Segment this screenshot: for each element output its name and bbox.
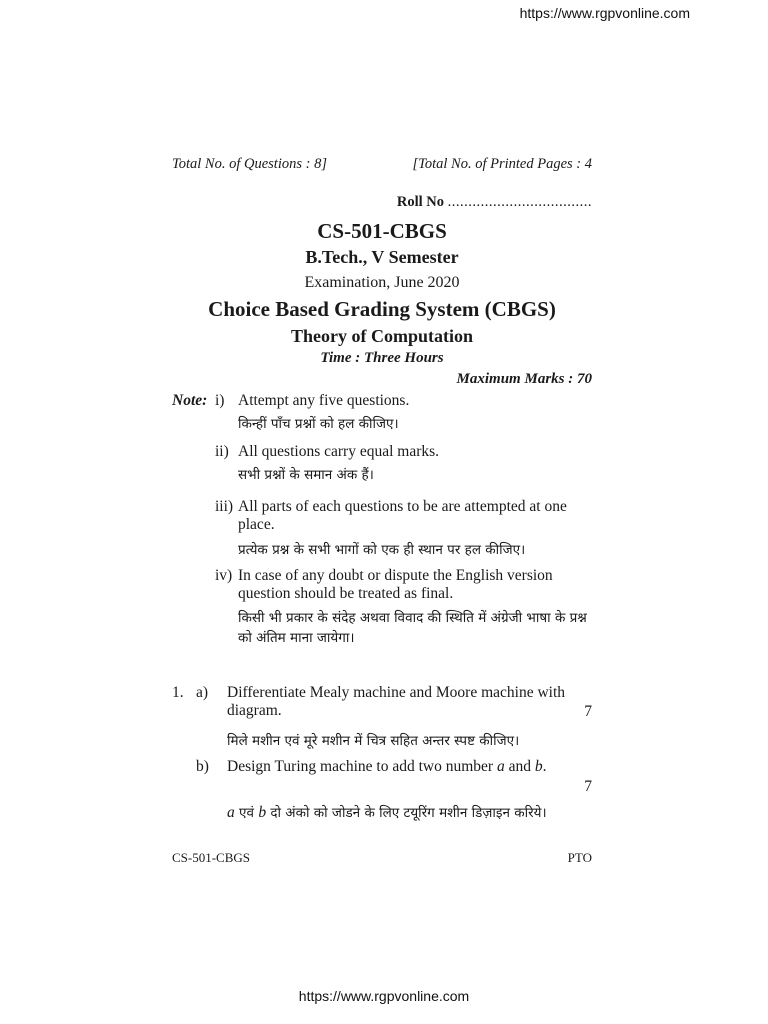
variable-b: b — [534, 758, 543, 775]
part-text-segment: and — [504, 758, 535, 775]
note-num: i) — [215, 392, 225, 409]
course: B.Tech., V Semester — [305, 247, 459, 267]
part-text-en — [227, 758, 592, 776]
part-label: b) — [196, 758, 209, 775]
part-text-en: Differentiate Mealy machine and Moore machine with diagram. — [227, 684, 566, 719]
note-text-en: In case of any doubt or dispute the English version question should be treated as final. — [238, 567, 553, 602]
note-num: ii) — [215, 443, 229, 460]
note-num: iii) — [215, 498, 234, 515]
note-text-en: All questions carry equal marks. — [238, 443, 440, 460]
question-number: 1. — [172, 684, 184, 701]
top-line — [172, 156, 592, 173]
note-text-en: Attempt any five questions. — [238, 392, 410, 409]
total-questions: Total No. of Questions : 8] — [172, 156, 327, 172]
note-text-hi: किन्हीं पाँच प्रश्नों को हल कीजिए। — [238, 416, 399, 432]
part-text-segment: एवं — [234, 805, 259, 821]
exam-session: Examination, June 2020 — [304, 274, 460, 291]
grading-scheme: Choice Based Grading System (CBGS) — [208, 297, 556, 321]
note-text-hi: किसी भी प्रकार के संदेह अथवा विवाद की स्थिति में अंग्रेजी भाषा के प्रश्न को अंतिम माना जायेगा। — [238, 610, 587, 646]
total-pages: [Total No. of Printed Pages : 4 — [412, 156, 592, 172]
part-text-segment: . — [542, 758, 547, 775]
paper-code: CS-501-CBGS — [317, 219, 447, 243]
variable-a: a — [227, 804, 235, 821]
max-marks: Maximum Marks : 70 — [456, 371, 592, 387]
variable-a: a — [496, 758, 505, 775]
footer-code: CS-501-CBGS — [172, 850, 251, 865]
variable-b: b — [258, 804, 267, 821]
part-text-segment: दो अंको को जोडने के लिए टयूरिंग मशीन डिज़ाइन करिये। — [266, 805, 547, 821]
roll-no-label: Roll No — [396, 194, 444, 210]
roll-no — [172, 194, 592, 211]
footer-pto: PTO — [567, 850, 592, 865]
note-label: Note: — [172, 392, 208, 409]
part-label: a) — [196, 684, 209, 701]
part-text-hi: मिले मशीन एवं मूरे मशीन में चित्र सहित अन्तर स्पष्ट कीजिए। — [227, 733, 520, 749]
part-text-segment: Design Turing machine to add two number — [227, 758, 497, 775]
subject: Theory of Computation — [290, 326, 473, 346]
part-marks: 7 — [584, 703, 592, 720]
part-marks: 7 — [584, 778, 592, 795]
page-footer — [172, 850, 592, 866]
note-text-hi: प्रत्येक प्रश्न के सभी भागों को एक ही स्थान पर हल कीजिए। — [238, 542, 526, 558]
note-text-hi: सभी प्रश्नों के समान अंक हैं। — [238, 467, 374, 483]
note-text-en: All parts of each questions to be are attempted at one place. — [238, 498, 567, 533]
note-num: iv) — [215, 567, 233, 584]
roll-no-dots: ................................... — [447, 194, 592, 210]
header-url[interactable]: https://www.rgpvonline.com — [519, 5, 690, 21]
time-allowed: Time : Three Hours — [320, 350, 444, 366]
part-text-hi — [227, 803, 592, 823]
footer-url[interactable]: https://www.rgpvonline.com — [298, 988, 470, 1004]
